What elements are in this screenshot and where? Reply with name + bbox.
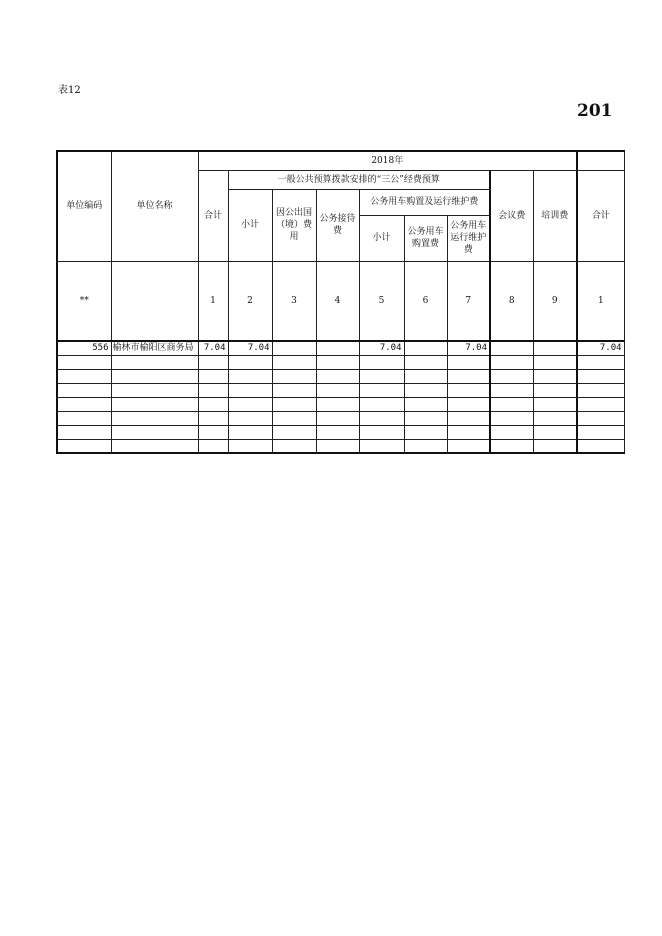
cell-total-next: 7.04 xyxy=(577,341,624,355)
index-cell: 1 xyxy=(198,261,228,341)
empty-cell xyxy=(577,425,624,439)
index-cell: 8 xyxy=(490,261,533,341)
empty-cell xyxy=(447,383,490,397)
empty-cell xyxy=(111,383,198,397)
empty-cell xyxy=(111,355,198,369)
empty-cell xyxy=(198,369,228,383)
empty-cell xyxy=(228,397,272,411)
empty-cell xyxy=(272,355,316,369)
empty-cell xyxy=(533,411,577,425)
empty-cell xyxy=(404,439,447,453)
index-cell xyxy=(111,261,198,341)
empty-cell xyxy=(198,397,228,411)
cell-training xyxy=(533,341,577,355)
empty-cell xyxy=(533,425,577,439)
cell-veh-subtotal: 7.04 xyxy=(359,341,404,355)
empty-cell xyxy=(316,383,359,397)
empty-cell xyxy=(228,439,272,453)
empty-cell xyxy=(57,383,111,397)
index-cell: 4 xyxy=(316,261,359,341)
empty-cell xyxy=(533,397,577,411)
empty-cell xyxy=(404,369,447,383)
empty-cell xyxy=(577,355,624,369)
empty-cell xyxy=(57,397,111,411)
empty-cell xyxy=(359,439,404,453)
empty-cell xyxy=(404,383,447,397)
empty-cell xyxy=(359,383,404,397)
header-vehicle-group: 公务用车购置及运行维护费 xyxy=(359,189,490,215)
empty-cell xyxy=(359,411,404,425)
empty-cell xyxy=(577,369,624,383)
table-row xyxy=(57,383,624,397)
index-cell: ** xyxy=(57,261,111,341)
header-abroad: 因公出国（境）费用 xyxy=(272,189,316,261)
empty-cell xyxy=(228,425,272,439)
empty-cell xyxy=(57,369,111,383)
header-veh-purchase: 公务用车购置费 xyxy=(404,215,447,261)
cell-subtotal: 7.04 xyxy=(228,341,272,355)
empty-cell xyxy=(577,383,624,397)
empty-cell xyxy=(228,355,272,369)
header-unit-name: 单位名称 xyxy=(111,151,198,261)
empty-cell xyxy=(490,425,533,439)
table-row xyxy=(57,425,624,439)
empty-cell xyxy=(57,425,111,439)
empty-cell xyxy=(198,411,228,425)
empty-cell xyxy=(198,425,228,439)
index-cell: 1 xyxy=(577,261,624,341)
empty-cell xyxy=(533,355,577,369)
empty-cell xyxy=(316,369,359,383)
empty-rows xyxy=(57,355,624,453)
empty-cell xyxy=(447,355,490,369)
empty-cell xyxy=(198,439,228,453)
empty-cell xyxy=(490,411,533,425)
cell-veh-operation: 7.04 xyxy=(447,341,490,355)
empty-cell xyxy=(272,369,316,383)
empty-cell xyxy=(404,425,447,439)
index-cell: 7 xyxy=(447,261,490,341)
table-row xyxy=(57,341,624,355)
cell-veh-purchase xyxy=(404,341,447,355)
empty-cell xyxy=(228,383,272,397)
empty-cell xyxy=(111,369,198,383)
empty-cell xyxy=(490,439,533,453)
cell-unit-code: 556 xyxy=(57,341,111,355)
empty-cell xyxy=(111,439,198,453)
empty-cell xyxy=(272,397,316,411)
empty-cell xyxy=(228,411,272,425)
empty-cell xyxy=(198,383,228,397)
empty-cell xyxy=(111,425,198,439)
empty-cell xyxy=(272,383,316,397)
header-unit-code: 单位编码 xyxy=(57,151,111,261)
empty-cell xyxy=(404,355,447,369)
index-cell: 6 xyxy=(404,261,447,341)
empty-cell xyxy=(490,397,533,411)
empty-cell xyxy=(577,397,624,411)
header-veh-operation: 公务用车运行维护费 xyxy=(447,215,490,261)
empty-cell xyxy=(359,425,404,439)
cell-total: 7.04 xyxy=(198,341,228,355)
table-row xyxy=(57,411,624,425)
empty-cell xyxy=(359,369,404,383)
header-next-year-cell xyxy=(577,151,624,170)
empty-cell xyxy=(57,439,111,453)
empty-cell xyxy=(57,411,111,425)
index-cell: 3 xyxy=(272,261,316,341)
header-reception: 公务接待费 xyxy=(316,189,359,261)
budget-table xyxy=(56,150,625,454)
index-cell: 9 xyxy=(533,261,577,341)
empty-cell xyxy=(404,397,447,411)
table-row xyxy=(57,397,624,411)
empty-cell xyxy=(111,411,198,425)
header-meeting: 会议费 xyxy=(490,170,533,261)
index-cell: 5 xyxy=(359,261,404,341)
budget-table-container xyxy=(56,150,622,455)
cell-unit-name: 榆林市榆阳区商务局 xyxy=(111,341,198,355)
cell-abroad xyxy=(272,341,316,355)
empty-cell xyxy=(447,439,490,453)
header-total-next: 合计 xyxy=(577,170,624,261)
header-total: 合计 xyxy=(198,170,228,261)
empty-cell xyxy=(490,383,533,397)
empty-cell xyxy=(404,411,447,425)
header-general-budget: 一般公共预算拨款安排的“三公”经费预算 xyxy=(228,170,490,189)
empty-cell xyxy=(316,411,359,425)
empty-cell xyxy=(198,355,228,369)
empty-cell xyxy=(228,369,272,383)
empty-cell xyxy=(447,369,490,383)
empty-cell xyxy=(533,439,577,453)
empty-cell xyxy=(111,397,198,411)
empty-cell xyxy=(490,355,533,369)
empty-cell xyxy=(57,355,111,369)
empty-cell xyxy=(359,397,404,411)
empty-cell xyxy=(316,439,359,453)
empty-cell xyxy=(316,397,359,411)
header-training: 培训费 xyxy=(533,170,577,261)
table-row xyxy=(57,439,624,453)
index-cell: 2 xyxy=(228,261,272,341)
empty-cell xyxy=(577,439,624,453)
empty-cell xyxy=(316,355,359,369)
empty-cell xyxy=(272,411,316,425)
empty-cell xyxy=(316,425,359,439)
cell-meeting xyxy=(490,341,533,355)
empty-cell xyxy=(490,369,533,383)
table-row xyxy=(57,369,624,383)
empty-cell xyxy=(359,355,404,369)
empty-cell xyxy=(533,383,577,397)
cell-reception xyxy=(316,341,359,355)
sheet-label: 表12 xyxy=(58,85,81,96)
empty-cell xyxy=(577,411,624,425)
header-subtotal: 小计 xyxy=(228,189,272,261)
empty-cell xyxy=(447,397,490,411)
empty-cell xyxy=(272,439,316,453)
empty-cell xyxy=(447,425,490,439)
header-veh-subtotal: 小计 xyxy=(359,215,404,261)
page-title: 201 xyxy=(577,101,613,121)
empty-cell xyxy=(447,411,490,425)
empty-cell xyxy=(272,425,316,439)
empty-cell xyxy=(533,369,577,383)
header-year: 2018年 xyxy=(198,151,577,170)
table-row xyxy=(57,355,624,369)
